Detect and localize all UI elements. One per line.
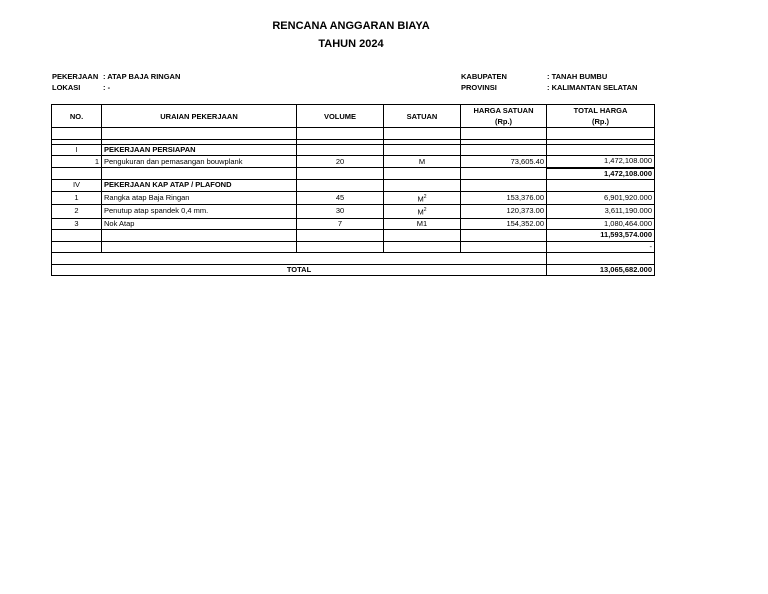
item-volume: 45 [297,191,384,205]
pekerjaan-value: : ATAP BAJA RINGAN [103,72,181,81]
document-title: RENCANA ANGGARAN BIAYA [272,20,430,32]
item-total: 3,611,190.000 [547,205,655,219]
header-no: NO. [52,105,102,128]
item-uraian: Pengukuran dan pemasangan bouwplank [102,156,297,168]
item-total: 1,472,108.000 [547,156,655,168]
subtotal-row [52,230,655,242]
provinsi-value: : KALIMANTAN SELATAN [547,83,638,92]
section-header-row [52,144,655,156]
item-satuan [384,191,461,205]
total-label: TOTAL [52,264,547,276]
table-row [52,156,655,168]
item-satuan [384,205,461,219]
header-satuan: SATUAN [384,105,461,128]
table-row [52,253,655,265]
item-total: 1,080,464.000 [547,218,655,230]
section-name: PEKERJAAN PERSIAPAN [102,144,297,156]
table-row [52,128,655,140]
item-no: 2 [52,205,102,219]
section-header-row [52,180,655,192]
item-no: 3 [52,218,102,230]
item-satuan: M1 [384,218,461,230]
document-year: TAHUN 2024 [318,38,384,50]
item-total: 6,901,920.000 [547,191,655,205]
header-volume: VOLUME [297,105,384,128]
total-row [52,264,655,276]
kabupaten-label: KABUPATEN [461,72,507,81]
subtotal-row [52,168,655,180]
table-row [52,241,655,253]
item-volume: 7 [297,218,384,230]
section-name: PEKERJAAN KAP ATAP / PLAFOND [102,180,297,192]
item-harga: 154,352.00 [461,218,547,230]
kabupaten-value: : TANAH BUMBU [547,72,608,81]
item-harga: 153,376.00 [461,191,547,205]
item-satuan-unit: M [417,207,424,217]
item-satuan: M [384,156,461,168]
header-harga-satuan [461,105,547,128]
dash-value: - [547,241,655,253]
subtotal-value: 11,593,574.000 [547,230,655,242]
item-harga: 73,605.40 [461,156,547,168]
budget-table [51,104,655,276]
pekerjaan-label: PEKERJAAN [52,72,99,81]
header-uraian: URAIAN PEKERJAAN [102,105,297,128]
provinsi-label: PROVINSI [461,83,497,92]
item-harga: 120,373.00 [461,205,547,219]
header-total-harga [547,105,655,128]
table-row [52,191,655,205]
header-total-harga-label: TOTAL HARGA [573,106,628,115]
header-harga-satuan-label: HARGA SATUAN [473,106,534,115]
lokasi-value: : - [103,83,111,92]
table-row [52,218,655,230]
item-uraian: Penutup atap spandek 0,4 mm. [102,205,297,219]
total-value: 13,065,682.000 [547,264,655,276]
item-volume: 30 [297,205,384,219]
item-volume: 20 [297,156,384,168]
header-total-harga-unit: (Rp.) [591,117,610,126]
item-uraian: Rangka atap Baja Ringan [102,191,297,205]
item-no: 1 [52,156,102,168]
item-satuan-sup: 2 [423,193,427,200]
header-harga-satuan-unit: (Rp.) [494,117,513,126]
table-row [52,205,655,219]
section-no: IV [52,180,102,192]
item-uraian: Nok Atap [102,218,297,230]
item-no: 1 [52,191,102,205]
lokasi-label: LOKASI [52,83,81,92]
subtotal-value: 1,472,108.000 [547,168,655,180]
item-satuan-sup: 2 [423,207,427,213]
item-satuan-unit: M [417,194,424,203]
table-header-row [52,105,655,128]
section-no: I [52,144,102,156]
